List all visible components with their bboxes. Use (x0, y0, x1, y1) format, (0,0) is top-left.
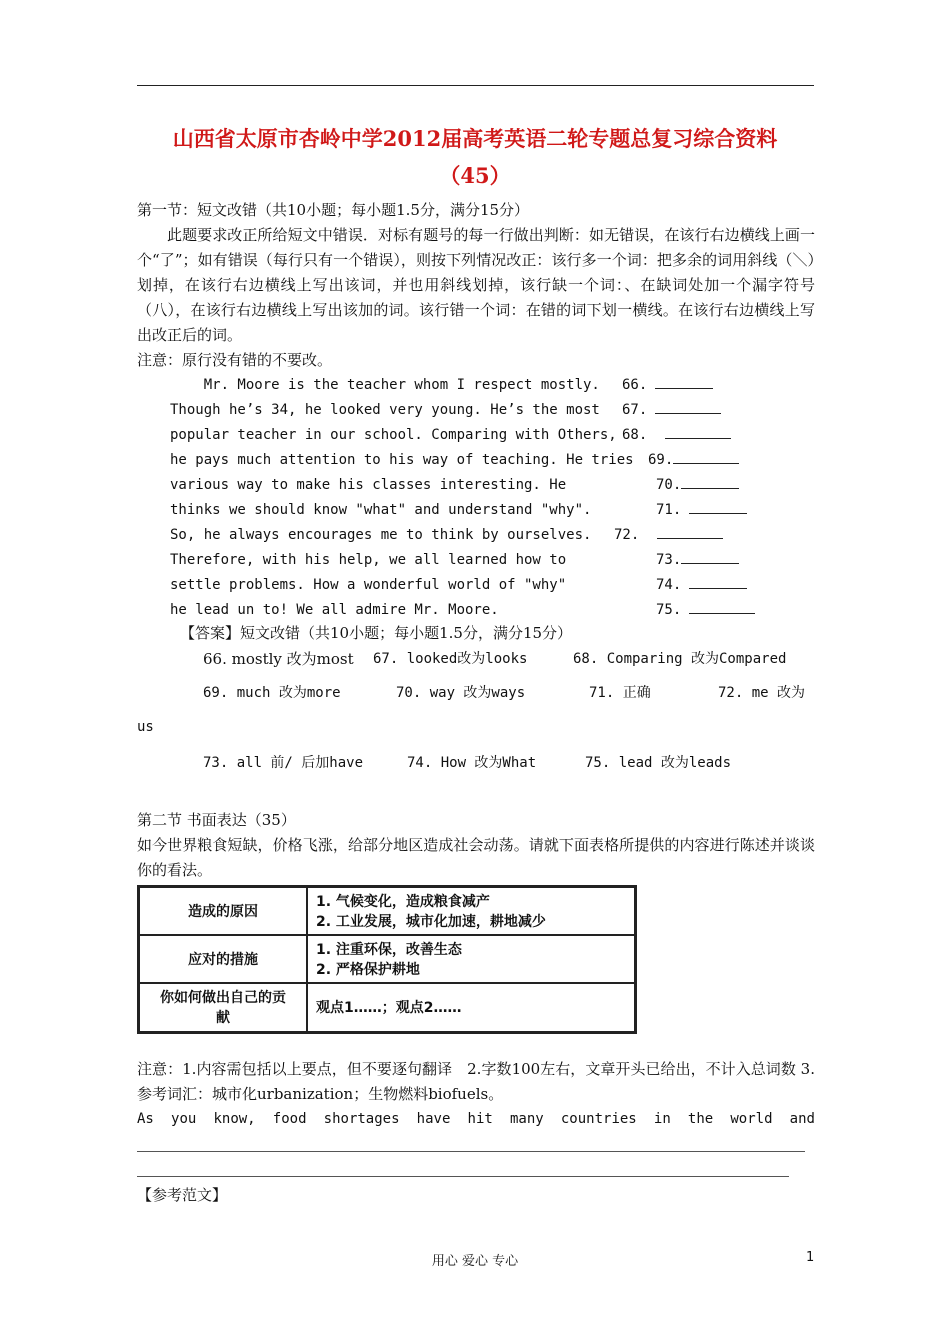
section2-prompt: 如今世界粮食短缺，价格飞涨，给部分地区造成社会动荡。请就下面表格所提供的内容进行陈述并谈谈你的看法。 (137, 836, 815, 879)
page-number: 1 (806, 1250, 815, 1265)
answer-item: 75. lead 改为leads (585, 755, 732, 771)
table-item: 1. 注重环保，改善生态 (316, 941, 462, 958)
answer-blank[interactable] (622, 373, 713, 398)
table-row (139, 887, 636, 935)
page-footer: 用心 爱心 专心 (431, 1254, 519, 1269)
table-row-head: 造成的原因 (139, 887, 308, 935)
section1-heading: 第一节：短文改错（共10小题；每小题1.5分，满分15分） (137, 201, 530, 219)
passage-line: settle problems. How a wonderful world of "why" (170, 577, 567, 593)
section2-heading: 第二节 书面表达（35） (137, 811, 296, 829)
table-item: 2. 严格保护耕地 (316, 961, 420, 978)
table-row-head: 你如何做出自己的贡献 (139, 983, 308, 1033)
table-item: 2. 工业发展，城市化加速，耕地减少 (316, 913, 546, 930)
note: 注意：原行没有错的不要改。 (137, 351, 333, 369)
header-rule (137, 85, 814, 86)
table-row (139, 935, 636, 983)
essay-opening: As you know, food shortages have hit many countries in the world and (137, 1111, 815, 1127)
answer-item: 68. Comparing 改为Compared (573, 651, 787, 667)
table-row-content (307, 887, 636, 935)
answer-blank[interactable] (622, 423, 731, 448)
document-title-number: （45） (439, 163, 511, 188)
answer-blank[interactable] (656, 548, 739, 573)
passage-line: Mr. Moore is the teacher whom I respect mostly. (170, 377, 600, 393)
line-number: 67. (622, 402, 648, 418)
line-number: 71. (656, 502, 682, 518)
answer-blank[interactable] (656, 498, 747, 523)
passage-line: So, he always encourages me to think by ourselves. (170, 527, 592, 543)
answer-blank[interactable] (656, 573, 747, 598)
writing-line[interactable] (137, 1151, 805, 1152)
writing-notes: 注意：1.内容需包括以上要点，但不要逐句翻译 2.字数100左右，文章开头已给出，不计入总词数 3.参考词汇：城市化urbanization；生物燃料biofuels。 (137, 1060, 815, 1103)
line-number: 72. (614, 527, 640, 543)
line-number: 75. (656, 602, 682, 618)
answer-blank[interactable] (656, 598, 755, 623)
answer-blank[interactable] (614, 523, 723, 548)
answer-item: 70. way 改为ways (396, 685, 526, 701)
reference-heading: 【参考范文】 (137, 1186, 228, 1204)
passage-line: Therefore, with his help, we all learned how to (170, 552, 567, 568)
table-row-head: 应对的措施 (139, 935, 308, 983)
answer-item: 73. all 前/ 后加have (203, 755, 364, 771)
answer-item: 74. How 改为What (407, 755, 537, 771)
answer-item: 66. mostly 改为most (203, 650, 354, 668)
answer-item: 71. 正确 (589, 685, 651, 701)
answer-item: us (137, 719, 154, 735)
answer-item: 67. looked改为looks (373, 651, 528, 667)
answer-item: 72. me 改为 (718, 685, 806, 701)
answer-blank[interactable] (648, 448, 739, 473)
document-title: 山西省太原市杏岭中学2012届高考英语二轮专题总复习综合资料 (172, 126, 778, 151)
topic-table (137, 885, 637, 1034)
line-number: 68. (622, 427, 648, 443)
table-item: 观点1……；观点2…… (316, 1000, 462, 1017)
answer-blank[interactable] (656, 473, 739, 498)
line-number: 73. (656, 552, 682, 568)
line-number: 66. (622, 377, 648, 393)
passage-line: popular teacher in our school. Comparing with Others, (170, 427, 617, 443)
answer-heading: 【答案】短文改错（共10小题；每小题1.5分，满分15分） (180, 624, 573, 642)
line-number: 74. (656, 577, 682, 593)
writing-line[interactable] (137, 1176, 789, 1177)
table-row-content (307, 935, 636, 983)
table-row (139, 983, 636, 1033)
table-item: 1. 气候变化，造成粮食减产 (316, 893, 490, 910)
answer-item: 69. much 改为more (203, 685, 341, 701)
table-row-content (307, 983, 636, 1033)
passage-line: he pays much attention to his way of teaching. He tries (170, 452, 634, 468)
answer-blank[interactable] (622, 398, 721, 423)
passage-line: various way to make his classes interesting. He (170, 477, 567, 493)
line-number: 69. (648, 452, 674, 468)
passage-line: thinks we should know "what" and understand "why". (170, 502, 592, 518)
passage-line: he lead un to! We all admire Mr. Moore. (170, 602, 499, 618)
line-number: 70. (656, 477, 682, 493)
passage-line: Though he’s 34, he looked very young. He’s the most (170, 402, 600, 418)
instructions-paragraph: 此题要求改正所给短文中错误．对标有题号的每一行做出判断：如无错误，在该行右边横线上画一个“了”；如有错误（每行只有一个错误），则按下列情况改正：该行多一个词：把多余的词用斜线（＼）划掉，在该行右边横线上写出该词，并也用斜线划掉，该行缺一个词：、在缺词处加一个漏字符号（八），在该行右边横线上写出该加的词。该行错一个词：在错的词下划一横线。在该行右边横线上写出改正后的词。 (137, 226, 815, 344)
